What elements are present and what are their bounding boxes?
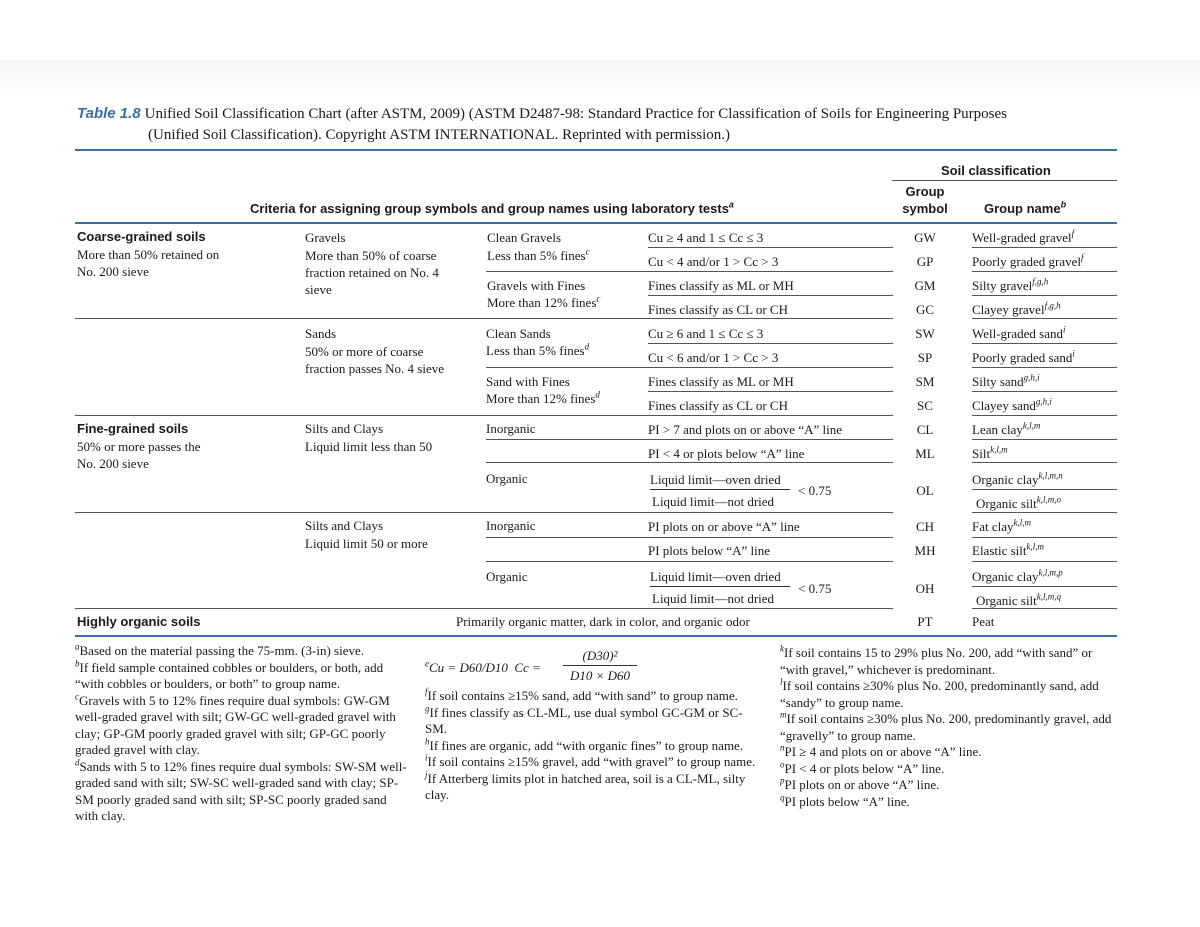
row-criteria: Fines classify as ML or MH (648, 278, 794, 293)
formula: $^e$Cu = D60/D10 Cc = (D30)² D10 × D60 (425, 648, 745, 688)
row-group-name: Well-graded gravel$^f$ (972, 228, 1075, 245)
row-symbol: CH (915, 519, 935, 534)
section-coarse-title: Coarse-grained soils (77, 229, 206, 244)
sep (75, 608, 893, 609)
row-symbol: SC (917, 398, 933, 413)
pt-symbol: PT (917, 614, 933, 629)
row-criteria: Cu < 4 and/or 1 > Cc > 3 (648, 254, 779, 269)
row-group-name: Silt$^{k,l,m}$ (972, 444, 1008, 461)
row-group-name: Silty sand$^{g,h,i}$ (972, 372, 1040, 389)
row-symbol: MH (914, 543, 936, 558)
inorganic-1: Inorganic (486, 421, 536, 436)
footnote: $^i$If soil contains ≥15% gravel, add “with gravel” to group name. (425, 752, 756, 769)
oh-ll-not: Liquid limit—not dried (652, 591, 775, 606)
row-criteria: PI plots below “A” line (648, 543, 771, 558)
sep (75, 512, 893, 513)
header-subrule (892, 180, 1117, 181)
sands-3: fraction passes No. 4 sieve (305, 361, 444, 376)
table-bottom-rule (75, 635, 1117, 637)
row-criteria: Fines classify as ML or MH (648, 374, 794, 389)
row-group-name: Elastic silt$^{k,l,m}$ (972, 541, 1045, 558)
gravels-fines-2: More than 12% fines (487, 295, 597, 310)
footnote: $^d$Sands with 5 to 12% fines require dual symbols: SW-SM well-graded sand with silt; SW-SC well-graded sand with clay; SP-SM poorly graded sand with silt; SP-SC poorly graded sand with clay. (75, 757, 407, 823)
ol-name1: Organic clay (972, 472, 1039, 487)
sep (486, 561, 893, 562)
oh-name1: Organic clay (972, 569, 1039, 584)
inorganic-2: Inorganic (486, 518, 536, 533)
sep (648, 391, 893, 392)
footnote: $^n$PI ≥ 4 and plots on or above “A” line. (780, 742, 982, 759)
silts-low-2: Liquid limit less than 50 (305, 439, 433, 454)
section-coarse-desc2: No. 200 sieve (77, 264, 149, 279)
row-criteria: PI plots on or above “A” line (648, 519, 800, 534)
footnote: $^f$If soil contains ≥15% sand, add “with sand” to group name. (425, 686, 738, 703)
section-coarse-desc1: More than 50% retained on (77, 247, 220, 262)
footnote: $^p$PI plots on or above “A” line. (780, 775, 940, 792)
clean-gravels-1: Clean Gravels (487, 230, 562, 245)
ol-ratio: < 0.75 (798, 483, 832, 498)
clean-sands-1: Clean Sands (486, 326, 551, 341)
sand-fines-2: More than 12% fines (486, 391, 596, 406)
row-symbol: GC (915, 302, 935, 317)
sand-fines-1: Sand with Fines (486, 374, 570, 389)
footnote: $^l$If soil contains ≥30% plus No. 200, predominantly sand, add “sandy” to group name. (780, 676, 1099, 710)
clean-sands-2: Less than 5% fines (486, 343, 585, 358)
footnote: $^k$If soil contains 15 to 29% plus No. 200, add “with sand” or “with gravel,” whichever is predominant. (780, 643, 1093, 677)
gravels-4: sieve (305, 282, 332, 297)
scan-shade (0, 60, 1200, 94)
ol-ll-not: Liquid limit—not dried (652, 494, 775, 509)
header-group-name: Group name$^b$ (984, 199, 1067, 216)
row-criteria: Fines classify as CL or CH (648, 398, 788, 413)
oh-symbol: OH (915, 581, 935, 596)
row-symbol: GM (914, 278, 936, 293)
silts-high-2: Liquid limit 50 or more (305, 536, 428, 551)
sep (486, 367, 893, 368)
caption-rule (75, 149, 1117, 151)
sep (648, 343, 893, 344)
oh-ll-oven: Liquid limit—oven dried (650, 569, 781, 584)
caption-line2: (Unified Soil Classification). Copyright ASTM INTERNATIONAL. Reprinted with permission.) (148, 127, 731, 143)
clean-gravels-2: Less than 5% fines (487, 248, 586, 263)
section-fine-title: Fine-grained soils (77, 421, 189, 436)
footnote: $^g$If fines classify as CL-ML, use dual symbol GC-GM or SC-SM. (425, 703, 743, 736)
row-group-name: Poorly graded gravel$^f$ (972, 252, 1084, 269)
ol-symbol: OL (916, 483, 934, 498)
header-soil-classification: Soil classification (941, 163, 1051, 178)
gravels-2: More than 50% of coarse (305, 248, 437, 263)
section-fine-desc2: No. 200 sieve (77, 456, 149, 471)
row-symbol: SM (915, 374, 935, 389)
row-criteria: Fines classify as CL or CH (648, 302, 788, 317)
footnote: $^o$PI < 4 or plots below “A” line. (780, 759, 945, 776)
row-criteria: Cu ≥ 6 and 1 ≤ Cc ≤ 3 (648, 326, 764, 341)
row-symbol: SW (915, 326, 935, 341)
header-criteria: Criteria for assigning group symbols and group names using laboratory tests$^a$ (250, 199, 734, 216)
gravels-fines-1: Gravels with Fines (487, 278, 586, 293)
caption-line1: Unified Soil Classification Chart (after ASTM, 2009) (ASTM D2487-98: Standard Practice for Classification of Soils for Engineering Purposes (144, 106, 1008, 122)
sep (486, 462, 893, 463)
sands-2: 50% or more of coarse (305, 344, 424, 359)
row-group-name: Clayey gravel$^{f,g,h}$ (972, 300, 1061, 317)
sands-1: Sands (305, 326, 337, 341)
table-caption (77, 103, 1117, 146)
ol-ll-oven: Liquid limit—oven dried (650, 472, 781, 487)
row-group-name: Fat clay$^{k,l,m}$ (972, 517, 1032, 534)
footnote: $^j$If Atterberg limits plot in hatched area, soil is a CL-ML, silty clay. (425, 769, 746, 802)
section-organic-title: Highly organic soils (77, 614, 201, 629)
footnote: $^b$If field sample contained cobbles or boulders, or both, add “with cobbles or boulders, or both” to group name. (75, 658, 384, 691)
sep (486, 537, 893, 538)
sep (648, 247, 893, 248)
header-rule (75, 222, 1117, 224)
row-symbol: GW (914, 230, 936, 245)
footnotes-col2 (425, 688, 760, 804)
organic-criteria: Primarily organic matter, dark in color, and organic odor (456, 614, 750, 629)
table-number: Table 1.8 (77, 105, 141, 122)
footnote: $^a$Based on the material passing the 75-mm. (3-in) sieve. (75, 641, 364, 658)
row-symbol: CL (916, 422, 934, 437)
header-group-symbol-1: Group (905, 184, 945, 199)
row-symbol: ML (915, 446, 935, 461)
row-group-name: Well-graded sand$^i$ (972, 324, 1066, 341)
row-criteria: PI > 7 and plots on or above “A” line (648, 422, 842, 437)
sep (486, 439, 893, 440)
silts-low-1: Silts and Clays (305, 421, 384, 436)
row-criteria: Cu ≥ 4 and 1 ≤ Cc ≤ 3 (648, 230, 764, 245)
sep (486, 271, 893, 272)
row-symbol: SP (917, 350, 933, 365)
row-criteria: Cu < 6 and/or 1 > Cc > 3 (648, 350, 779, 365)
footnotes-col1 (75, 643, 410, 825)
sep (648, 295, 893, 296)
footnotes-col3 (780, 645, 1118, 810)
ol-name2: Organic silt (976, 496, 1037, 511)
sep (75, 415, 893, 416)
organic-1: Organic (486, 471, 528, 486)
footnote: $^q$PI plots below “A” line. (780, 792, 910, 809)
gravels-3: fraction retained on No. 4 (305, 265, 439, 280)
sep (75, 318, 893, 319)
row-group-name: Clayey sand$^{g,h,i}$ (972, 396, 1052, 413)
footnote: $^m$If soil contains ≥30% plus No. 200, predominantly gravel, add “gravelly” to group name. (780, 709, 1112, 743)
row-group-name: Silty gravel$^{f,g,h}$ (972, 276, 1049, 293)
section-fine-desc1: 50% or more passes the (77, 439, 201, 454)
pt-name: Peat (972, 614, 995, 629)
oh-ratio: < 0.75 (798, 581, 832, 596)
header-group-symbol-2: symbol (902, 201, 948, 216)
gravels-1: Gravels (305, 230, 346, 245)
row-group-name: Poorly graded sand$^i$ (972, 348, 1075, 365)
silts-high-1: Silts and Clays (305, 518, 384, 533)
footnote: $^c$Gravels with 5 to 12% fines require dual symbols: GW-GM well-graded gravel with silt; GW-GC well-graded gravel with clay; GP-GM poorly graded gravel with silt; GP-GC poorly graded gravel with clay. (75, 691, 396, 757)
oh-name2: Organic silt (976, 593, 1037, 608)
row-symbol: GP (916, 254, 934, 269)
row-criteria: PI < 4 or plots below “A” line (648, 446, 805, 461)
footnote: $^h$If fines are organic, add “with organic fines” to group name. (425, 736, 744, 753)
row-group-name: Lean clay$^{k,l,m}$ (972, 420, 1041, 437)
organic-2: Organic (486, 569, 528, 584)
